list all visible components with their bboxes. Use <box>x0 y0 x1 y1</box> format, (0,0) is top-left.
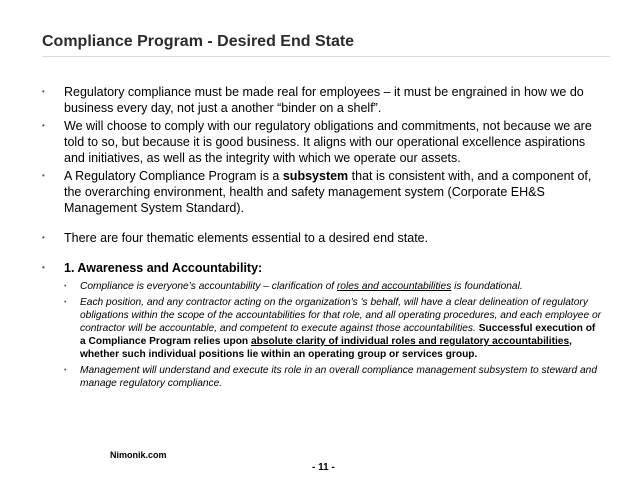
sub-bullet-icon: • <box>64 299 67 306</box>
bullet-icon: • <box>42 263 45 272</box>
bullet-item <box>42 84 602 116</box>
bullet-text-pre: A Regulatory Compliance Program is a <box>64 169 283 183</box>
bullet-text: We will choose to comply with our regulatory obligations and commitments, not because we are told to so, but because it is good business. It aligns with our operational excellence aspirations and initiatives, as well as the integrity with which we operate our assets. <box>64 119 592 165</box>
page-number: - 11 - <box>312 462 335 473</box>
sub-bullet-text: Management will understand and execute its role in an overall compliance management subsystem to steward and manage regulatory compliance. <box>80 365 598 389</box>
bullet-text-post: that is consistent with, and a component of, the overarching environment, health and safety management system (Corporate EH&S Management System Standard). <box>64 169 592 215</box>
bullet-text: 1. Awareness and Accountability: <box>64 261 263 275</box>
bullet-item <box>42 118 602 166</box>
sub-bullet-icon: • <box>64 283 67 290</box>
sub-bullet-text-underlined: roles and accountabilities <box>336 281 452 292</box>
title-divider <box>42 56 610 57</box>
bullet-icon: • <box>42 233 45 242</box>
bullet-item <box>42 168 602 216</box>
bullet-text: There are four thematic elements essential to a desired end state. <box>64 231 429 245</box>
sub-bullet-item <box>64 280 602 293</box>
footer-source: Nimonik.com <box>110 450 167 460</box>
sub-bullet-text-bold-underlined: absolute clarity of individual roles and regulatory accountabilities, <box>250 336 572 347</box>
sub-bullet-item <box>64 364 602 390</box>
sub-bullet-icon: • <box>64 367 67 374</box>
bullet-item-heading <box>42 260 602 276</box>
sub-bullet-text-post: is foundational. <box>451 281 523 292</box>
slide-title: Compliance Program - Desired End State <box>42 33 355 50</box>
sub-bullet-text-pre: Compliance is everyone’s accountability – clarification of <box>80 281 337 292</box>
sub-bullet-text: Each position, and any contractor acting on the organization's 's behalf, will have a clear delineation of regulatory obligations within the scope of the accountabilities for that role, and all operating procedures, and each employee or contractor will be accountable, and competent to execute against those accountabilities. <box>80 297 602 334</box>
bullet-icon: • <box>42 87 45 96</box>
sub-bullet-item <box>64 296 602 361</box>
sub-bullet-text-bold-after: whether such individual positions lie within an operating group or services group. <box>80 349 478 360</box>
bullet-text: Regulatory compliance must be made real for employees – it must be engrained in how we do business every day, not just a another “binder on a shelf”. <box>64 85 584 115</box>
bullet-icon: • <box>42 121 45 130</box>
sub-bullet-text-bold: Successful execution of a Compliance Program relies upon <box>80 323 596 347</box>
bullet-icon: • <box>42 171 45 180</box>
bullet-item <box>42 230 602 246</box>
bullet-list <box>42 84 602 390</box>
bullet-text-bold: subsystem <box>282 169 349 183</box>
